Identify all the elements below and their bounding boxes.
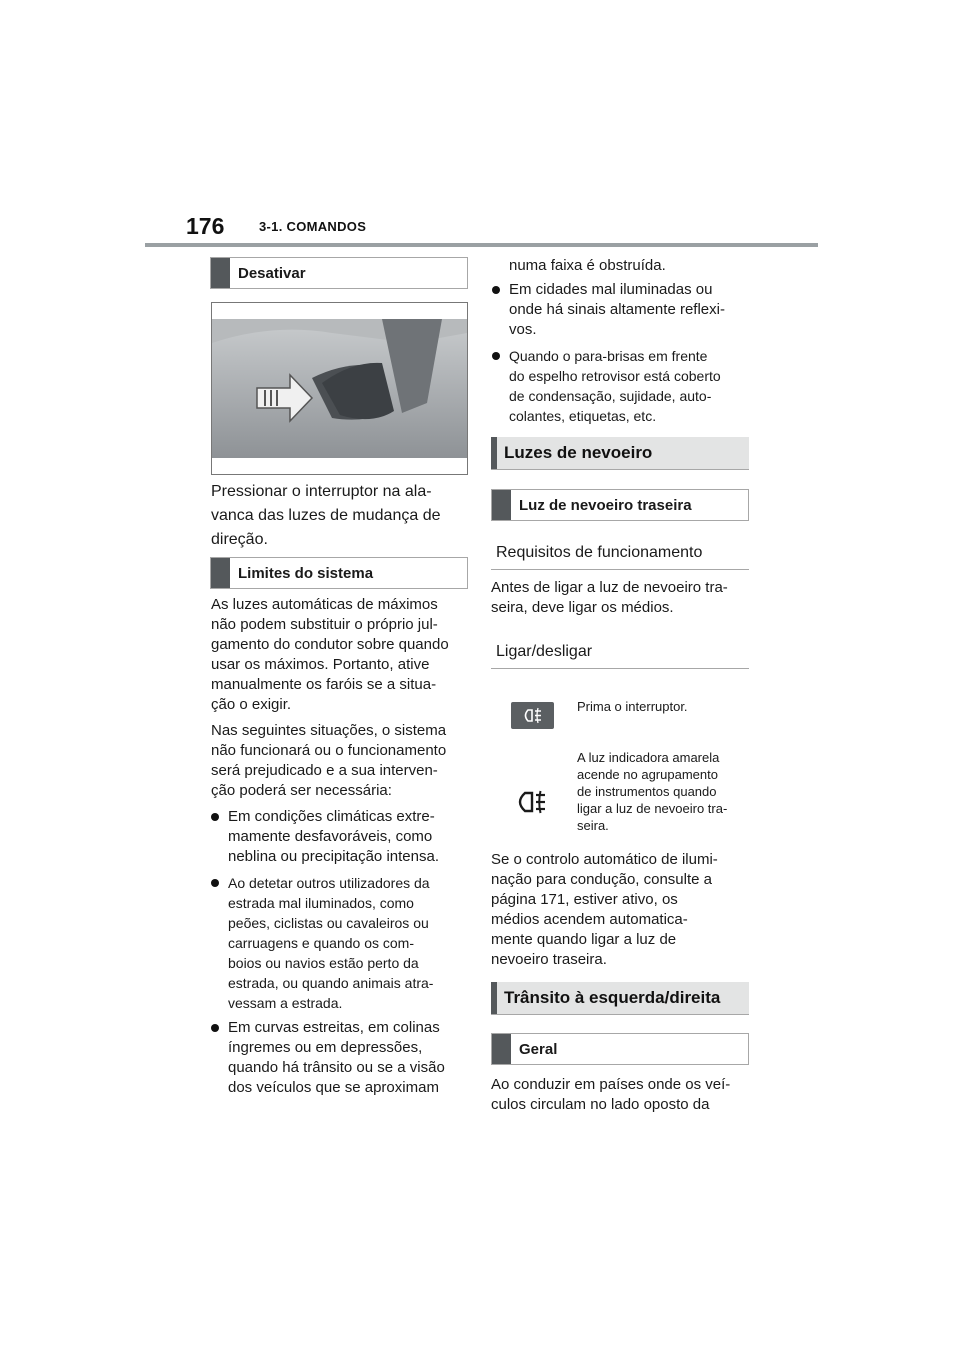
general-text: Ao conduzir em países onde os veí- culos circulam no lado oposto da: [491, 1076, 731, 1113]
list-item: Em cidades mal iluminadas ou onde há sinais altamente reflexi- vos.: [492, 280, 754, 340]
general-heading: [491, 1033, 749, 1065]
rear-fog-heading: [491, 489, 749, 521]
list-item: Quando o para-brisas em frente do espelho retrovisor está coberto de condensação, sujidade, auto- colantes, etiquetas, etc.: [492, 346, 754, 426]
indicator-text: A luz indicadora amarela acende no agrupamento de instrumentos quando ligar a luz de nevoeiro tra- seira.: [577, 750, 728, 833]
fog-lights-section: [491, 437, 749, 470]
chapter-title: 3-1. COMANDOS: [259, 219, 367, 234]
list-item: Em curvas estreitas, em colinas íngremes ou em depressões, quando há trânsito ou se a visão dos veículos que se aproximam: [211, 1018, 473, 1098]
traffic-section-title: Trânsito à esquerda/direita: [504, 988, 721, 1007]
heading-bar: [211, 258, 230, 288]
page-number: 176: [186, 213, 225, 239]
deactivate-heading: [210, 257, 468, 289]
general-heading-label: Geral: [519, 1040, 558, 1058]
limits-paragraph-1: As luzes automáticas de máximos não podem substituir o próprio jul- gamento do condutor sobre quando usar os máximos. Portanto, ative manualmente os faróis se a situa- ção o exigir.: [211, 596, 449, 713]
heading-bar: [492, 1034, 511, 1064]
requirements-subheading: Requisitos de funcionamento: [491, 536, 749, 570]
limits-heading-label: Limites do sistema: [238, 564, 374, 582]
on-off-subheading: Ligar/desligar: [491, 635, 749, 669]
turn-signal-lever-photo: [211, 302, 468, 475]
list-item: Ao detetar outros utilizadores da estrada mal iluminados, como peões, ciclistas ou cavaleiros ou carruagens e quando os com- boios ou navios estão perto da estrada, ou quando animais atra- vessam a estrada.: [211, 873, 473, 1013]
section-bar: [491, 982, 497, 1014]
auto-lighting-text: Se o controlo automático de ilumi- nação para condução, consulte a página 171, estiver ativo, os médios acendem automatica- mente quando ligar a luz de nevoeiro traseira.: [491, 851, 718, 968]
continued-text: numa faixa é obstruída.: [509, 257, 666, 274]
rear-fog-heading-label: Luz de nevoeiro traseira: [519, 496, 692, 514]
traffic-section: [491, 982, 749, 1015]
deactivate-heading-label: Desativar: [238, 264, 306, 282]
section-bar: [491, 437, 497, 469]
rear-fog-indicator-icon: [513, 788, 553, 816]
heading-bar: [211, 558, 230, 588]
requirements-text: Antes de ligar a luz de nevoeiro tra- seira, deve ligar os médios.: [491, 579, 728, 616]
limits-paragraph-2: Nas seguintes situações, o sistema não funcionará ou o funcionamento será prejudicado e a sua interven- ção poderá ser necessária:: [211, 722, 447, 799]
heading-bar: [492, 490, 511, 520]
limits-heading: [210, 557, 468, 589]
deactivate-text: Pressionar o interruptor na ala- vanca das luzes de mudança de direção.: [211, 483, 441, 548]
press-switch-text: Prima o interruptor.: [577, 699, 688, 714]
list-item: Em condições climáticas extre- mamente desfavoráveis, como neblina ou precipitação intensa.: [211, 807, 473, 867]
lever-illustration: [212, 303, 467, 474]
fog-lights-section-title: Luzes de nevoeiro: [504, 443, 653, 462]
header-rule: [145, 243, 818, 247]
fog-switch-icon: [511, 702, 554, 729]
